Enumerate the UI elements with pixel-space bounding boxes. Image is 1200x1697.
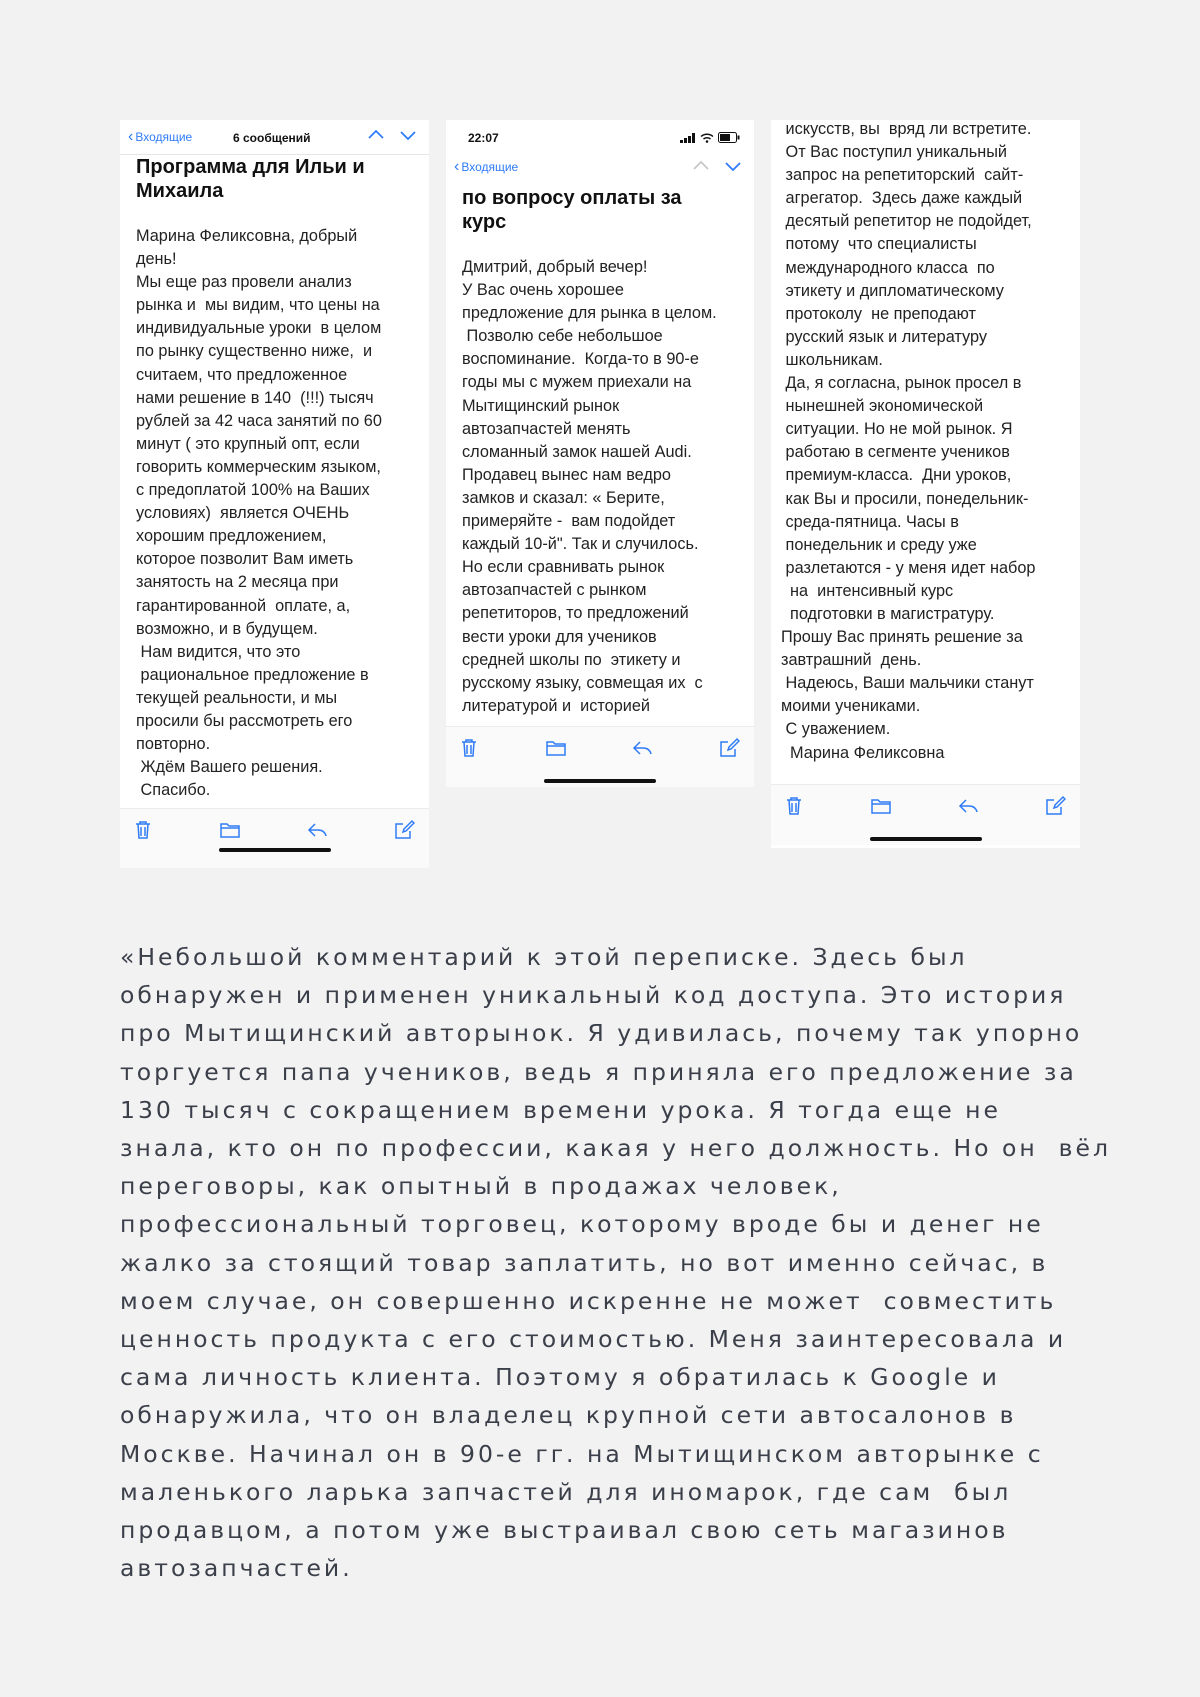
signal-icon: [680, 133, 696, 143]
email-screenshot-1: [120, 120, 429, 868]
back-button[interactable]: [454, 160, 518, 174]
email-body-line: протоколу не преподают: [781, 304, 976, 323]
email-body-line: потому что специалисты: [781, 235, 977, 254]
email-body-line: нами решение в 140 (!!!) тысяч: [136, 388, 374, 407]
email-body-line: хорошим предложением,: [136, 527, 327, 546]
trash-icon[interactable]: [458, 737, 480, 759]
commentary-line: жалко за стоящий товар заплатить, но вот именно сейчас, в: [120, 1248, 1049, 1277]
subject-line: Михаила: [136, 180, 224, 202]
email-body-line: условиях) является ОЧЕНЬ: [136, 504, 350, 523]
commentary-line: ценность продукта с его стоимостью. Меня заинтересовала и: [120, 1325, 1067, 1354]
mail-navbar: [120, 120, 429, 155]
chevron-up-icon[interactable]: [692, 157, 710, 175]
message-count: 6 сообщений: [233, 131, 311, 145]
email-body-line: просили бы рассмотреть его: [136, 711, 353, 730]
email-body-line: повторно.: [136, 735, 211, 754]
email-screenshot-2: [446, 120, 754, 787]
folder-icon[interactable]: [219, 819, 241, 841]
commentary-text: [120, 938, 1111, 1587]
email-body-line: занятость на 2 месяца при: [136, 573, 339, 592]
folder-icon[interactable]: [870, 795, 892, 817]
chevron-down-icon[interactable]: [399, 126, 417, 144]
commentary-line: маленького ларька запчастей для иномарок, где сам был: [120, 1477, 1012, 1506]
mail-toolbar: [120, 808, 429, 868]
commentary-line: про Мытищинский авторынок. Я удивилась, почему так упорно: [120, 1019, 1083, 1048]
email-body-line: Мы еще раз провели анализ: [136, 273, 352, 292]
email-body-line: нынешней экономической: [781, 397, 984, 416]
email-body-line: Надеюсь, Ваши мальчики станут: [781, 674, 1034, 693]
email-body-line: понедельник и среду уже: [781, 535, 977, 554]
email-body-line: текущей реальности, и мы: [136, 688, 338, 707]
email-body-line: международного класса по: [781, 258, 995, 277]
email-body-line: Спасибо.: [136, 781, 211, 800]
back-label: Входящие: [135, 130, 193, 144]
email-body-line: Позволю себе небольшое: [462, 327, 663, 346]
email-body-line: русскому языку, совмещая их с: [462, 673, 703, 692]
mail-toolbar: [446, 726, 754, 787]
email-body-line: От Вас поступил уникальный: [781, 143, 1008, 162]
email-subject: [446, 186, 754, 234]
email-body-line: средней школы по этикету и: [462, 650, 681, 669]
subject-line: Программа для Ильи и: [136, 156, 365, 178]
trash-icon[interactable]: [132, 819, 154, 841]
email-body-line: как Вы и просили, понедельник-: [781, 489, 1029, 508]
email-body-line: автозапчастей с рынком: [462, 581, 647, 600]
email-body-line: рынка и мы видим, что цены на: [136, 296, 380, 315]
email-body-line: работаю в сегменте учеников: [781, 443, 1010, 462]
status-time: 22:07: [468, 131, 499, 145]
email-subject: [120, 155, 429, 203]
chevron-up-icon[interactable]: [367, 126, 385, 144]
email-body-line: говорить коммерческим языком,: [136, 457, 381, 476]
email-body-line: искусств, вы вряд ли встретите.: [781, 120, 1032, 138]
commentary-line: знала, кто он по профессии, какая у него должность. Но он вёл: [120, 1134, 1111, 1163]
email-body-line: на интенсивный курс: [781, 581, 954, 600]
home-indicator: [870, 837, 982, 841]
subject-line: курс: [462, 211, 507, 233]
chevron-left-icon: ‹: [454, 158, 460, 175]
email-body-line: каждый 10-й". Так и случилось.: [462, 535, 699, 554]
back-button[interactable]: [128, 130, 192, 144]
email-body-line: день!: [136, 250, 177, 269]
email-body-line: школьникам.: [781, 350, 883, 369]
commentary-line: продавцом, а потом уже выстраивал свою сеть магазинов: [120, 1516, 1009, 1545]
email-body-line: воспоминание. Когда-то в 90-е: [462, 350, 699, 369]
email-body-line: Но если сравнивать рынок: [462, 558, 665, 577]
email-body-line: автозапчастей менять: [462, 419, 631, 438]
email-body-line: которое позволит Вам иметь: [136, 550, 354, 569]
email-body-line: премиум-класса. Дни уроков,: [781, 466, 1012, 485]
email-body-line: литературой и историей: [462, 696, 651, 715]
email-body-line: годы мы с мужем приехали на: [462, 373, 692, 392]
email-body-line: Нам видится, что это: [136, 642, 301, 661]
email-body-line: подготовки в магистратуру.: [781, 604, 995, 623]
reply-icon[interactable]: [957, 795, 979, 817]
home-indicator: [219, 848, 331, 852]
folder-icon[interactable]: [545, 737, 567, 759]
email-body-line: моими учениками.: [781, 697, 921, 716]
commentary-line: Москве. Начинал он в 90-е гг. на Мытищинском авторынке с: [120, 1439, 1044, 1468]
home-indicator: [544, 779, 656, 783]
email-body-line: русский язык и литературу: [781, 327, 988, 346]
email-body-line: агрегатор. Здесь даже каждый: [781, 189, 1023, 208]
email-body-line: замков и сказал: « Берите,: [462, 488, 665, 507]
email-body-line: репетиторов, то предложений: [462, 604, 689, 623]
reply-icon[interactable]: [306, 819, 328, 841]
email-body-line: считаем, что предложенное: [136, 365, 348, 384]
email-body-line: Мытищинский рынок: [462, 396, 620, 415]
email-body-line: ситуации. Но не мой рынок. Я: [781, 420, 1013, 439]
email-body-line: рублей за 42 часа занятий по 60: [136, 411, 382, 430]
email-body-line: десятый репетитор не подойдет,: [781, 212, 1032, 231]
email-body-line: примеряйте - вам подойдет: [462, 512, 676, 531]
email-body-line: завтрашний день.: [781, 651, 922, 670]
commentary-line: обнаружен и применен уникальный код доступа. Это история: [120, 981, 1067, 1010]
email-body-line: запрос на репетиторский сайт-: [781, 166, 1024, 185]
commentary-line: торгуется папа учеников, ведь я приняла его предложение за: [120, 1057, 1077, 1086]
email-body: [120, 225, 429, 802]
chevron-left-icon: ‹: [128, 128, 134, 145]
commentary-line: автозапчастей.: [120, 1554, 353, 1583]
email-body-line: минут ( это крупный опт, если: [136, 434, 360, 453]
email-body-line: среда-пятница. Часы в: [781, 512, 959, 531]
email-body-line: с предоплатой 100% на Ваших: [136, 481, 370, 500]
commentary-line: обнаружила, что он владелец крупной сети автосалонов в: [120, 1401, 1017, 1430]
status-bar: [446, 120, 754, 154]
email-body-line: С уважением.: [781, 720, 891, 739]
chevron-down-icon[interactable]: [724, 157, 742, 175]
email-body-line: Марина Феликсовна: [781, 743, 945, 762]
subject-line: по вопросу оплаты за: [462, 187, 682, 209]
trash-icon[interactable]: [783, 795, 805, 817]
email-body-line: Прошу Вас принять решение за: [781, 628, 1023, 647]
commentary-line: сама личность клиента. Поэтому я обратилась к Google и: [120, 1363, 1000, 1392]
mail-toolbar: [771, 784, 1080, 845]
compose-icon[interactable]: [718, 737, 740, 759]
email-body-line: рациональное предложение в: [136, 665, 369, 684]
email-body-line: вести уроки для учеников: [462, 627, 657, 646]
mail-navbar: [446, 154, 754, 184]
commentary-line: профессиональный торговец, которому вроде бы и денег не: [120, 1210, 1044, 1239]
back-label: Входящие: [461, 160, 519, 174]
email-body: [446, 256, 754, 718]
email-body-line: Дмитрий, добрый вечер!: [462, 258, 648, 276]
email-body-line: гарантированной оплате, а,: [136, 596, 351, 615]
email-body-line: сломанный замок нашей Audi.: [462, 442, 692, 461]
email-body-line: У Вас очень хорошее: [462, 281, 624, 300]
email-body-line: Марина Феликсовна, добрый: [136, 227, 358, 245]
commentary-line: переговоры, как опытный в продажах человек,: [120, 1172, 842, 1201]
wifi-icon: [700, 133, 714, 143]
email-body: [771, 120, 1080, 765]
commentary-line: «Небольшой комментарий к этой переписке. Здесь был: [120, 943, 968, 971]
commentary-line: 130 тысяч с сокращением времени урока. Я тогда еще не: [120, 1095, 1001, 1124]
email-screenshot-3: [771, 120, 1080, 848]
commentary-line: моем случае, он совершенно искренне не может совместить: [120, 1286, 1057, 1315]
email-body-line: Да, я согласна, рынок просел в: [781, 374, 1022, 393]
email-body-line: возможно, и в будущем.: [136, 619, 318, 638]
email-body-line: этикету и дипломатическому: [781, 281, 1004, 300]
email-body-line: Ждём Вашего решения.: [136, 758, 323, 777]
email-body-line: предложение для рынка в целом.: [462, 304, 717, 323]
battery-icon: [718, 132, 740, 143]
compose-icon[interactable]: [1044, 795, 1066, 817]
reply-icon[interactable]: [631, 737, 653, 759]
email-body-line: индивидуальные уроки в целом: [136, 319, 382, 338]
email-body-line: Продавец вынес нам ведро: [462, 465, 671, 484]
compose-icon[interactable]: [393, 819, 415, 841]
email-body-line: по рынку существенно ниже, и: [136, 342, 373, 361]
email-body-line: разлетаются - у меня идет набор: [781, 558, 1036, 577]
